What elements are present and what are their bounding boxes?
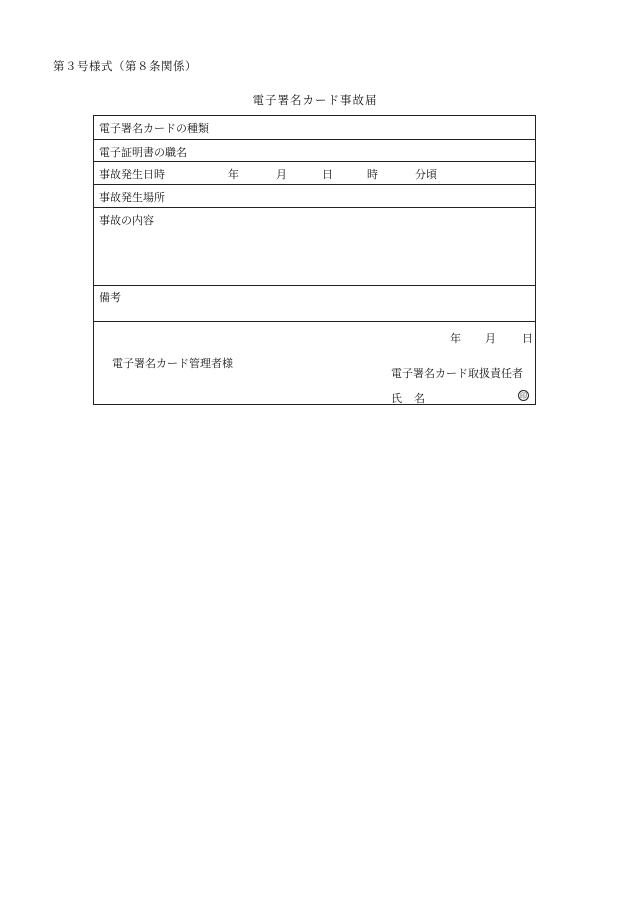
- datetime-day-unit: 日: [322, 168, 333, 181]
- row-card-type: [94, 116, 535, 140]
- submitter-role: 電子署名カード取扱責任者: [391, 367, 523, 380]
- accident-datetime-label: 事故発生日時: [99, 168, 165, 181]
- seal-mark: 印: [520, 392, 527, 400]
- row-certificate-title: [94, 140, 535, 162]
- datetime-month-unit: 月: [276, 168, 287, 181]
- row-remarks: [94, 286, 535, 322]
- name-label: 氏名: [391, 392, 437, 405]
- accident-details-label: 事故の内容: [99, 214, 154, 227]
- submit-year-unit: 年: [450, 332, 461, 345]
- form-title: 電子署名カード事故届: [252, 93, 378, 107]
- row-accident-details: [94, 208, 535, 286]
- datetime-minute-unit: 分頃: [415, 168, 437, 181]
- row-accident-place: [94, 185, 535, 208]
- accident-place-label: 事故発生場所: [99, 191, 165, 204]
- row-accident-datetime: [94, 162, 535, 185]
- card-type-label: 電子署名カードの種類: [99, 122, 209, 135]
- signature-section: [94, 322, 535, 404]
- submit-day-unit: 日: [522, 332, 533, 345]
- remarks-label: 備考: [99, 291, 121, 304]
- form-number: 第３号様式（第８条関係）: [53, 59, 197, 73]
- accident-report-table: [93, 115, 536, 405]
- addressee: 電子署名カード管理者様: [112, 357, 233, 370]
- certificate-title-label: 電子証明書の職名: [99, 146, 187, 159]
- datetime-year-unit: 年: [228, 168, 239, 181]
- datetime-hour-unit: 時: [367, 168, 378, 181]
- submit-month-unit: 月: [485, 332, 496, 345]
